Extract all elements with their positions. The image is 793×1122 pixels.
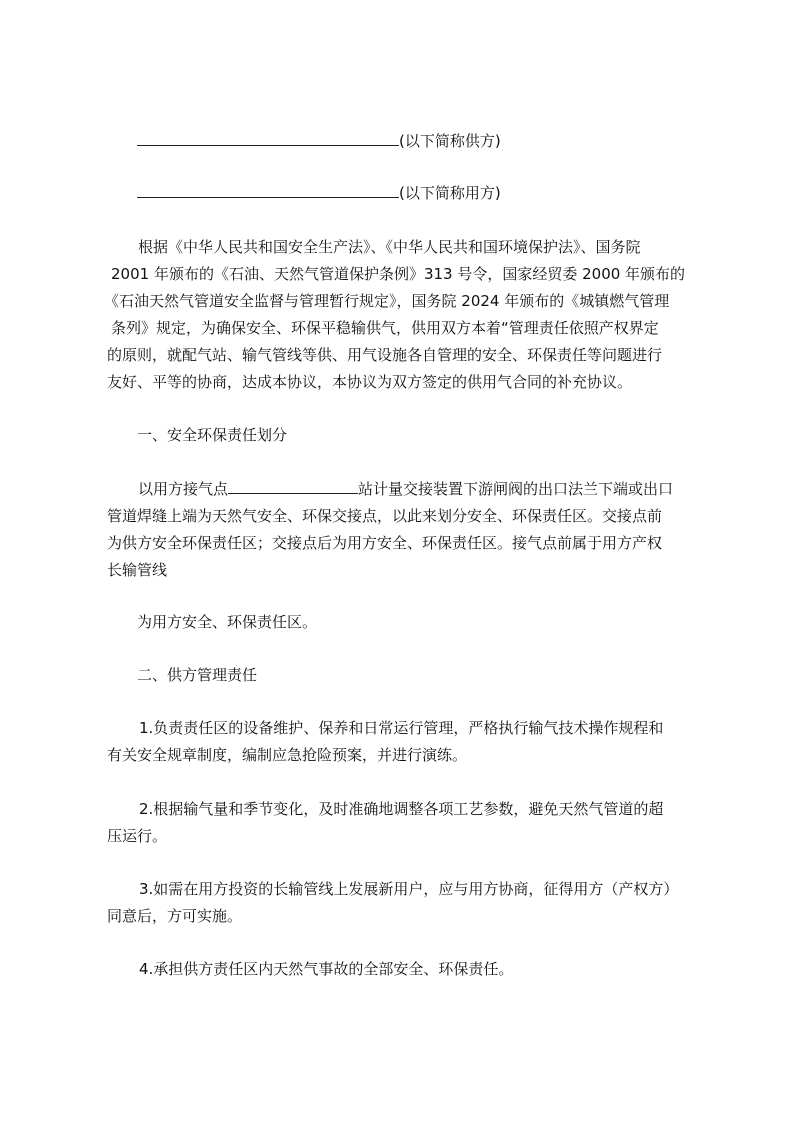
party-line-user xyxy=(137,183,501,203)
intro-line: 根据《中华人民共和国安全生产法》、《中华人民共和国环境保护法》、国务院 xyxy=(138,238,641,256)
list-item-line: 3.如需在用方投资的长输管线上发展新用户，应与用方协商，征得用方（产权方） xyxy=(139,880,679,898)
section1-line: 管道焊缝上端为天然气安全、环保交接点，以此来划分安全、环保责任区。交接点前 xyxy=(107,507,663,525)
intro-line: 条列》规定，为确保安全、环保平稳输供气，供用双方本着“管理责任依照产权界定 xyxy=(111,319,659,337)
blank-field xyxy=(137,131,399,146)
party-line-supplier xyxy=(137,131,501,151)
section1-line: 为供方安全环保责任区；交接点后为用方安全、环保责任区。接气点前属于用方产权 xyxy=(107,534,663,552)
section-heading: 二、供方管理责任 xyxy=(137,666,258,684)
section1-paragraph-2: 为用方安全、环保责任区。 xyxy=(137,613,318,631)
list-item-line: 同意后，方可实施。 xyxy=(107,907,243,925)
intro-line: 的原则，就配气站、输气管线等供、用气设施各自管理的安全、环保责任等问题进行 xyxy=(107,346,663,364)
section1-line: 长输管线 xyxy=(107,561,168,579)
list-item-line: 2.根据输气量和季节变化，及时准确地调整各项工艺参数，避免天然气管道的超 xyxy=(139,800,664,818)
paragraph-prefix: 以用方接气点 xyxy=(138,480,229,498)
blank-field xyxy=(137,183,399,198)
section1-first-line xyxy=(138,479,673,499)
party-line-suffix: (以下简称用方) xyxy=(399,184,501,202)
paragraph-suffix: 站计量交接装置下游闸阀的出口法兰下端或出口 xyxy=(358,480,674,498)
list-item-line: 压运行。 xyxy=(107,827,168,845)
intro-line: 友好、平等的协商，达成本协议，本协议为双方签定的供用气合同的补充协议。 xyxy=(107,373,633,391)
blank-field xyxy=(228,479,358,494)
list-item-line: 4.承担供方责任区内天然气事故的全部安全、环保责任。 xyxy=(139,960,514,978)
section-heading: 一、安全环保责任划分 xyxy=(137,426,288,444)
list-item-line: 1.负责责任区的设备维护、保养和日常运行管理，严格执行输气技术操作规程和 xyxy=(139,719,664,737)
intro-line: 2001 年颁布的《石油、天然气管道保护条例》313 号令，国家经贸委 2000 年颁布的 xyxy=(111,265,686,283)
party-line-suffix: (以下简称供方) xyxy=(399,132,501,150)
intro-line: 《石油天然气管道安全监督与管理暂行规定》，国务院 2024 年颁布的《城镇燃气管理 xyxy=(104,292,670,310)
list-item-line: 有关安全规章制度，编制应急抢险预案，并进行演练。 xyxy=(107,746,468,764)
